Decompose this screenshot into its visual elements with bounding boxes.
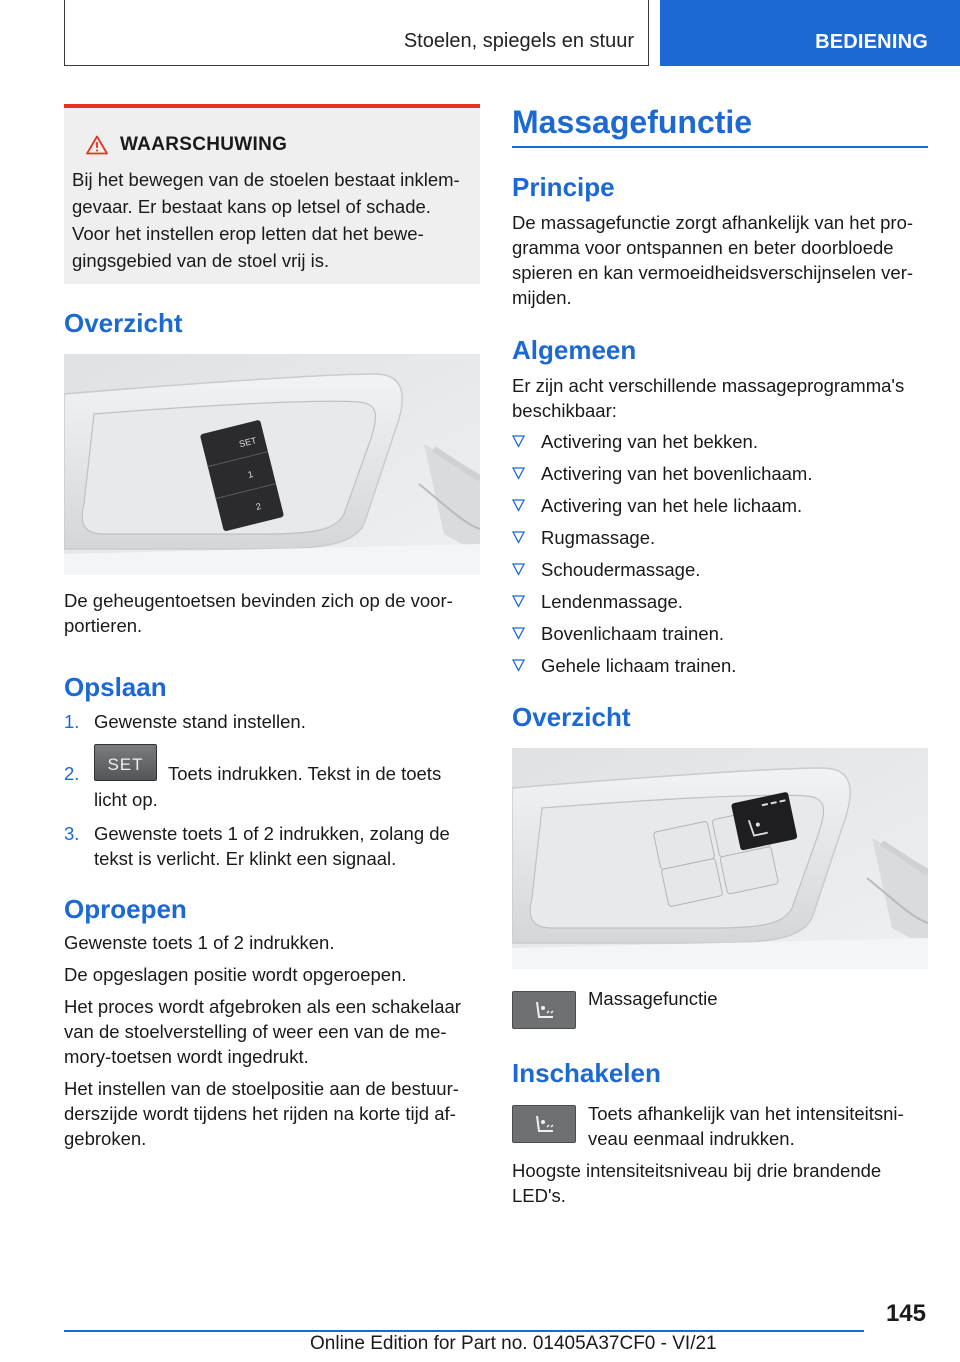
general-line: Er zijn acht verschillende massageprogramma's: [512, 375, 905, 396]
massage-overview-heading: Overzicht: [512, 702, 631, 732]
intensity-line: LED's.: [512, 1185, 566, 1206]
recall-line: derszijde wordt tijdens het rijden na korte tijd af-: [64, 1103, 456, 1124]
page-title: Massagefunctie: [512, 104, 753, 140]
door-panel-massage-illustration: [512, 748, 928, 969]
recall-paragraph: [64, 962, 480, 987]
store-step: [64, 709, 480, 734]
massage-icon: [512, 1105, 576, 1143]
principle-heading: Principe: [512, 172, 615, 202]
recall-line: Het instellen van de stoelpositie aan de bestuur-: [64, 1078, 459, 1099]
program-label: Activering van het bovenlichaam.: [541, 463, 813, 484]
photo-label-2: 2: [254, 501, 263, 512]
switch-on-line: veau eenmaal indrukken.: [588, 1128, 795, 1149]
overview-heading: Overzicht: [64, 308, 183, 338]
recall-line: van de stoelverstelling of weer een van de me-: [64, 1021, 447, 1042]
switch-on-line: Toets afhankelijk van het intensiteitsni-: [588, 1103, 904, 1124]
warning-line: gingsgebied van de stoel vrij is.: [72, 250, 330, 271]
recall-line: De opgeslagen positie wordt opgeroepen.: [64, 964, 407, 985]
bullet-triangle-icon: [512, 563, 525, 576]
recall-line: mory-toetsen wordt ingedrukt.: [64, 1046, 309, 1067]
bullet-triangle-icon: [512, 467, 525, 480]
recall-paragraph: [64, 1076, 480, 1151]
program-label: Bovenlichaam trainen.: [541, 623, 725, 644]
edition-footer: Online Edition for Part no. 01405A37CF0 - VI/21: [310, 1333, 717, 1354]
recall-paragraph: [64, 994, 480, 1069]
step-number: 2.: [64, 763, 80, 784]
door-panel-illustration: [64, 354, 480, 575]
recall-line: Gewenste toets 1 of 2 indrukken.: [64, 932, 335, 953]
general-line: beschikbaar:: [512, 400, 617, 421]
principle-line: mijden.: [512, 287, 572, 308]
step-text: Gewenste toets 1 of 2 indrukken, zolang de: [94, 823, 450, 844]
principle-text: [512, 210, 928, 310]
warning-line: Bij het bewegen van de stoelen bestaat inklem-: [72, 169, 460, 190]
set-key-label: SET: [107, 755, 144, 774]
program-label: Activering van het hele lichaam.: [541, 495, 803, 516]
step-text: licht op.: [94, 789, 158, 810]
recall-line: gebroken.: [64, 1128, 147, 1149]
footer-divider: [64, 1330, 864, 1332]
warning-line: gevaar. Er bestaat kans op letsel of schade.: [72, 196, 431, 217]
warning-triangle-icon: [86, 135, 108, 155]
overview-line: De geheugentoetsen bevinden zich op de voor-: [64, 590, 453, 611]
program-label: Schoudermassage.: [541, 559, 701, 580]
general-text: [512, 373, 928, 423]
running-header: [64, 0, 649, 66]
warning-title-row: [64, 134, 480, 156]
warning-box: [64, 104, 480, 284]
overview-text: [64, 588, 480, 638]
program-label: Gehele lichaam trainen.: [541, 655, 737, 676]
step-number: 1.: [64, 711, 80, 732]
principle-line: spieren en kan vermoeidheidsverschijnselen ver-: [512, 262, 914, 283]
switch-on-heading: Inschakelen: [512, 1058, 661, 1088]
principle-line: gramma voor ontspannen en beter doorbloede: [512, 237, 894, 258]
step-number: 3.: [64, 823, 80, 844]
memory-buttons-photo: [64, 354, 480, 575]
chapter-title: BEDIENING: [815, 31, 928, 53]
step-text: tekst is verlicht. Er klinkt een signaal.: [94, 848, 397, 869]
caption-text: Massagefunctie: [588, 988, 718, 1009]
program-label: Rugmassage.: [541, 527, 656, 548]
bullet-triangle-icon: [512, 627, 525, 640]
principle-line: De massagefunctie zorgt afhankelijk van het pro-: [512, 212, 914, 233]
step-text: Toets indrukken. Tekst in de toets: [168, 763, 442, 784]
program-label: Activering van het bekken.: [541, 431, 758, 452]
section-title: Stoelen, spiegels en stuur: [403, 30, 634, 52]
switch-on-text: [588, 1101, 928, 1151]
warning-text: [72, 166, 476, 274]
massage-seat-icon: [513, 992, 575, 1028]
title-divider: [512, 146, 928, 148]
recall-line: Het proces wordt afgebroken als een schakelaar: [64, 996, 461, 1017]
store-heading: Opslaan: [64, 672, 167, 702]
bullet-triangle-icon: [512, 595, 525, 608]
step-text: Gewenste stand instellen.: [94, 711, 306, 732]
store-step: [64, 744, 480, 814]
bullet-triangle-icon: [512, 435, 525, 448]
intensity-text: [512, 1158, 928, 1208]
recall-heading: Oproepen: [64, 894, 187, 924]
photo-label-1: 1: [246, 469, 255, 480]
page-number: 145: [885, 1300, 926, 1327]
warning-title: WAARSCHUWING: [120, 134, 288, 155]
set-key-icon: [94, 744, 157, 781]
recall-paragraph: [64, 930, 480, 955]
general-heading: Algemeen: [512, 335, 637, 365]
massage-icon: [512, 991, 576, 1029]
chapter-tab: [660, 0, 960, 66]
bullet-triangle-icon: [512, 659, 525, 672]
overview-line: portieren.: [64, 615, 143, 636]
store-step: [64, 821, 480, 871]
photo-set-label: SET: [238, 435, 258, 450]
massage-seat-icon: [513, 1106, 575, 1142]
massage-button-photo: [512, 748, 928, 969]
warning-line: Voor het instellen erop letten dat het bewe-: [72, 223, 424, 244]
bullet-triangle-icon: [512, 531, 525, 544]
intensity-line: Hoogste intensiteitsniveau bij drie brandende: [512, 1160, 882, 1181]
bullet-triangle-icon: [512, 499, 525, 512]
massage-icon-caption: [588, 986, 928, 1011]
program-label: Lendenmassage.: [541, 591, 683, 612]
